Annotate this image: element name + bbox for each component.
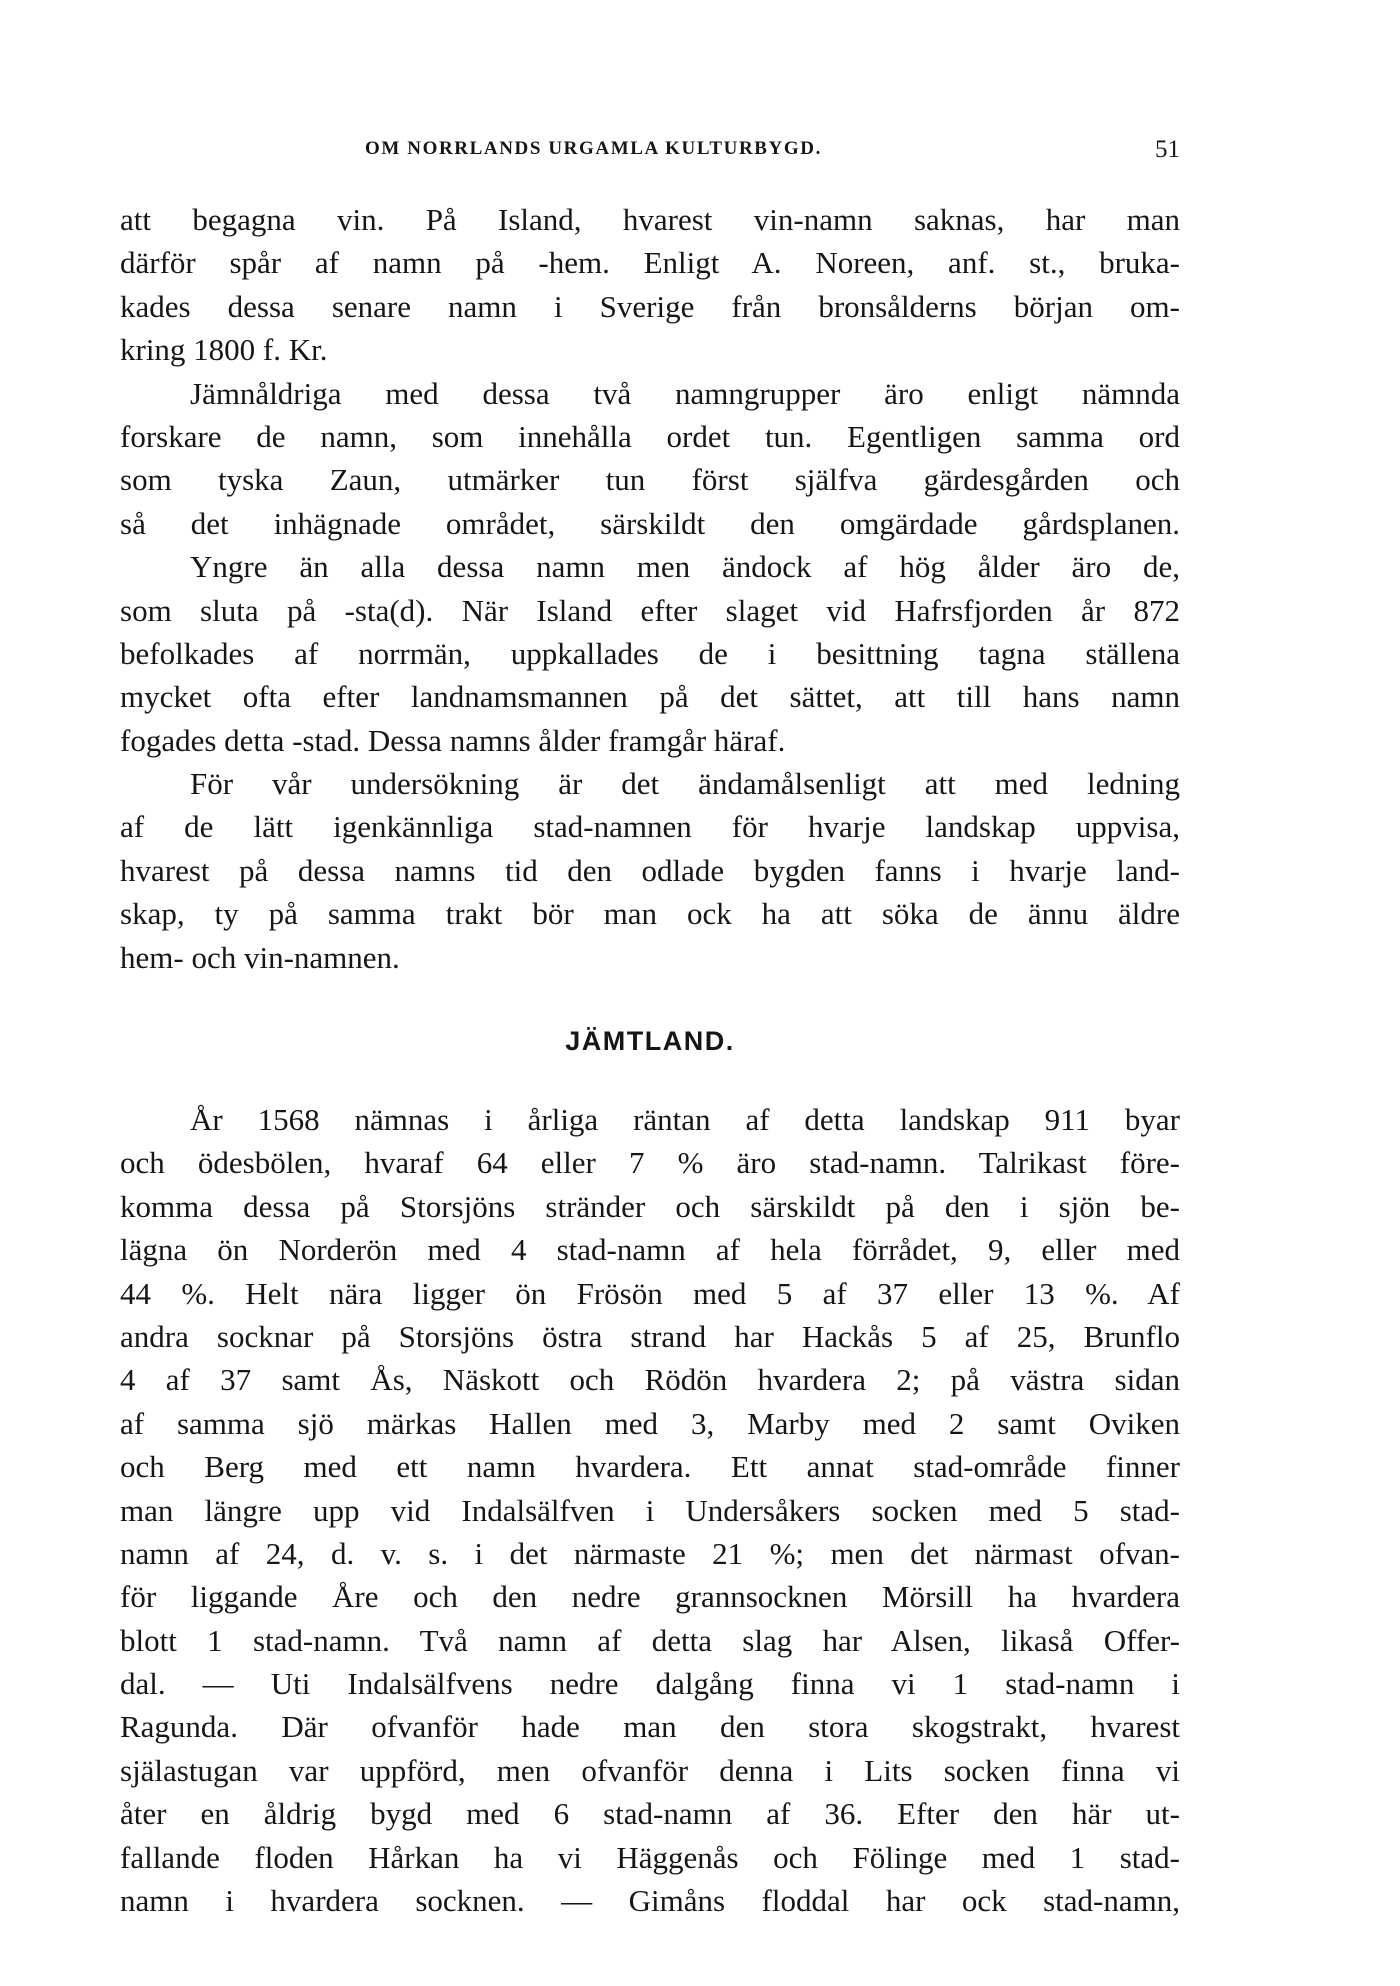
text-line: befolkades af norrmän, uppkallades de i besittning tagna ställena [120, 635, 1180, 671]
text-line: och Berg med ett namn hvardera. Ett annat stad-område finner [120, 1449, 1180, 1485]
text-line: af de lätt igenkännliga stad-namnen för hvarje landskap uppvisa, [120, 809, 1180, 845]
text-line: och ödesbölen, hvaraf 64 eller 7 % äro stad-namn. Talrikast före- [120, 1145, 1180, 1181]
text-line: hem- och vin-namnen. [120, 939, 400, 975]
text-line: År 1568 nämnas i årliga räntan af detta landskap 911 byar [190, 1102, 1180, 1137]
text-line: blott 1 stad-namn. Två namn af detta slag har Alsen, likaså Offer- [120, 1622, 1180, 1658]
text-line: som sluta på -sta(d). När Island efter slaget vid Hafrsfjorden år 872 [120, 592, 1180, 628]
text-line: Ragunda. Där ofvanför hade man den stora skogstrakt, hvarest [120, 1709, 1180, 1745]
text-line: därför spår af namn på -hem. Enligt A. Noreen, anf. st., bruka- [120, 245, 1180, 281]
text-line: åter en åldrig bygd med 6 stad-namn af 36. Efter den här ut- [120, 1796, 1180, 1832]
text-line: kring 1800 f. Kr. [120, 332, 328, 368]
running-head [120, 138, 1180, 168]
text-line: namn af 24, d. v. s. i det närmaste 21 %; men det närmast ofvan- [120, 1535, 1180, 1571]
section-heading: JÄMTLAND. [565, 1026, 735, 1056]
text-line: som tyska Zaun, utmärker tun först själfva gärdesgården och [120, 462, 1180, 498]
text-line: lägna ön Norderön med 4 stad-namn af hela förrådet, 9, eller med [120, 1232, 1180, 1268]
page-number: 51 [1155, 136, 1180, 163]
text-line: af samma sjö märkas Hallen med 3, Marby med 2 samt Oviken [120, 1405, 1180, 1441]
text-line: kades dessa senare namn i Sverige från bronsålderns början om- [120, 288, 1180, 324]
text-line: fallande floden Hårkan ha vi Häggenås och Fölinge med 1 stad- [120, 1839, 1180, 1875]
running-title: OM NORRLANDS URGAMLA KULTURBYGD. [365, 138, 822, 159]
text-line: själastugan var uppförd, men ofvanför denna i Lits socken finna vi [120, 1752, 1180, 1788]
text-line: skap, ty på samma trakt bör man ock ha att söka de ännu äldre [120, 896, 1180, 932]
text-line: för liggande Åre och den nedre grannsocknen Mörsill ha hvardera [120, 1579, 1180, 1615]
text-line: 4 af 37 samt Ås, Näskott och Rödön hvardera 2; på västra sidan [120, 1362, 1180, 1398]
text-line: För vår undersökning är det ändamålsenligt att med ledning [190, 766, 1180, 802]
text-line: 44 %. Helt nära ligger ön Frösön med 5 af 37 eller 13 %. Af [120, 1275, 1180, 1311]
text-line: dal. — Uti Indalsälfvens nedre dalgång finna vi 1 stad-namn i [120, 1666, 1180, 1702]
text-line: namn i hvardera socknen. — Gimåns floddal har ock stad-namn, [120, 1883, 1180, 1919]
text-line: att begagna vin. På Island, hvarest vin-namn saknas, har man [120, 202, 1180, 237]
body-text-lower [120, 1098, 1180, 1922]
text-line: så det inhägnade området, särskildt den omgärdade gårdsplanen. [120, 505, 1180, 541]
text-line: forskare de namn, som innehålla ordet tun. Egentligen samma ord [120, 418, 1180, 454]
text-line: hvarest på dessa namns tid den odlade bygden fanns i hvarje land- [120, 852, 1180, 888]
text-line: mycket ofta efter landnamsmannen på det sättet, att till hans namn [120, 679, 1180, 715]
text-line: Jämnåldriga med dessa två namngrupper äro enligt nämnda [190, 375, 1180, 411]
text-line: man längre upp vid Indalsälfven i Undersåkers socken med 5 stad- [120, 1492, 1180, 1528]
text-line: andra socknar på Storsjöns östra strand har Hackås 5 af 25, Brunflo [120, 1318, 1180, 1354]
text-line: komma dessa på Storsjöns stränder och särskildt på den i sjön be- [120, 1188, 1180, 1224]
text-line: Yngre än alla dessa namn men ändock af hög ålder äro de, [190, 549, 1180, 585]
text-line: fogades detta -stad. Dessa namns ålder framgår häraf. [120, 722, 786, 758]
body-text-upper [120, 198, 1180, 979]
